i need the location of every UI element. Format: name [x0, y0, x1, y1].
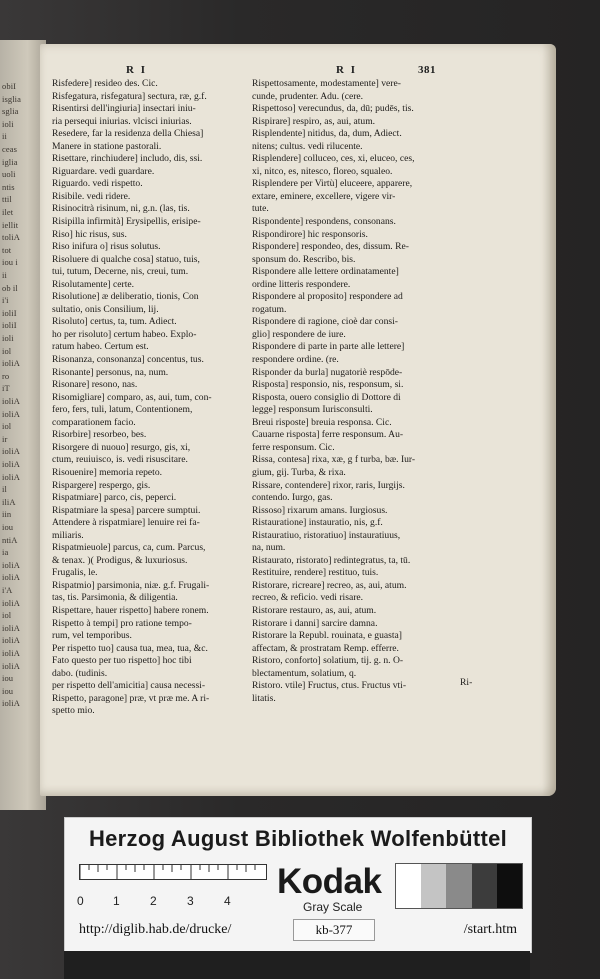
dictionary-line: Rispondirore] hic responsoris. [252, 228, 368, 240]
previous-page-fragment: toliA [2, 232, 20, 243]
dictionary-line: Ristorare i danni] sarcire damna. [252, 617, 378, 629]
previous-page-fragment: ioli [2, 333, 14, 343]
dictionary-line: Rissoso] rixarum amans. Iurgiosus. [252, 504, 388, 516]
gray-swatch [446, 864, 471, 908]
previous-page-fragment: ioliA [2, 396, 20, 406]
dictionary-line: Risettare, rinchiudere] includo, dis, ssi. [52, 153, 203, 165]
dictionary-line: respondere ordine. (re. [252, 354, 339, 366]
previous-page-fragment: ilet [2, 207, 14, 217]
dictionary-line: glio] respondere de iure. [252, 328, 346, 340]
gray-swatch [396, 864, 421, 908]
dictionary-line: Rispatmiare la spesa] parcere sumptui. [52, 504, 201, 516]
dictionary-line: Risomigliare] comparo, as, aui, tum, con- [52, 391, 212, 403]
previous-page-fragment: il [2, 484, 7, 495]
dictionary-line: extare, eminere, excellere, vigere vir- [252, 190, 396, 202]
dictionary-line: Riso inifura o] risus solutus. [52, 241, 161, 253]
library-scan-card [64, 817, 532, 953]
dictionary-line: tui, tutum, Decerne, nis, creui, tum. [52, 266, 189, 278]
previous-page-fragment: iol [2, 610, 12, 621]
dictionary-line: spetto mio. [52, 705, 95, 717]
ruler-number: 0 [77, 894, 84, 908]
previous-page-fragment: iT [2, 383, 10, 394]
measurement-ruler [77, 864, 279, 908]
dictionary-line: Rissa, contesa] rixa, xæ, g f turba, bæ. Iur- [252, 454, 416, 466]
dictionary-line: Rispatmio] parsimonia, niæ. g.f. Frugali- [52, 579, 210, 591]
dictionary-line: Risplendente] nitidus, da, dum, Adiect. [252, 128, 402, 140]
dictionary-line: Ristoro, conforto] solatium, tij. g. n. O- [252, 655, 404, 667]
gray-swatch [421, 864, 446, 908]
dictionary-line: cunde, prudenter. Adu. (cere. [252, 90, 364, 102]
dictionary-line: ctum, reuiuisco, is. vedi risuscitare. [52, 454, 188, 466]
dictionary-line: Rispargere] respergo, gis. [52, 479, 151, 491]
dictionary-line: Rissare, contendere] rixor, raris, Iurgijs. [252, 479, 405, 491]
dictionary-line: Rispetto, paragone] præ, vt præ me. A ri- [52, 692, 210, 704]
previous-page-fragment: ioliA [2, 408, 20, 419]
dictionary-line: Risibile. vedi ridere. [52, 190, 131, 202]
dictionary-line: Risoluere di qualche cosa] statuo, tuis, [52, 253, 200, 265]
ruler-number: 4 [224, 894, 231, 908]
dictionary-line: Risposta] responsio, nis, responsum, si. [252, 379, 404, 391]
dictionary-line: Ristorare, ricreare] recreo, as, aui, atum. [252, 579, 407, 591]
library-title: Herzog August Bibliothek Wolfenbüttel [88, 826, 508, 851]
dictionary-line: sponsum do. Rescribo, bis. [252, 253, 356, 265]
previous-page-fragment: iliA [2, 496, 16, 507]
previous-page-fragment: ioliA [2, 635, 20, 646]
dictionary-column-right [252, 78, 458, 705]
source-url: http://diglib.hab.de/drucke/ [79, 922, 232, 937]
dictionary-line: miliaris. [52, 529, 84, 541]
previous-page-fragment: i'i [2, 295, 9, 306]
previous-page-fragment: iou i [2, 257, 18, 268]
dictionary-line: ho per risoluto] certum habeo. Explo- [52, 328, 197, 340]
dictionary-line: Risipilla infirmità] Erysipellis, erisipe- [52, 216, 201, 228]
previous-page-fragment: iellit [2, 219, 19, 230]
dictionary-line: Rispondere alle lettere ordinatamente] [252, 266, 399, 278]
catchword: Ri- [460, 677, 473, 688]
dictionary-line: affectam, & prostratam Remp. efferre. [252, 642, 399, 654]
dictionary-line: fero, fers, tuli, latum, Contentionem, [52, 404, 193, 416]
dictionary-line: Rispondere di parte in parte alle lettere] [252, 341, 405, 353]
previous-page-fragment: iglia [2, 156, 18, 167]
dictionary-line: nitens; cultus. vedi rilucente. [252, 140, 363, 152]
dictionary-line: Risposta, ouero consiglio di Dottore di [252, 391, 401, 403]
dictionary-line: Risplendere per Virtù] eluceere, apparere, [252, 178, 413, 190]
ruler-number: 1 [113, 894, 120, 908]
dictionary-line: Fato questo per tuo rispetto] hoc tibi [52, 655, 192, 667]
dictionary-line: Risplendere] colluceo, ces, xi, eluceo, ces, [252, 153, 415, 165]
previous-page-fragment: ntiA [2, 534, 18, 545]
running-head-right: R I [336, 64, 357, 76]
previous-page-fragment: ioliA [2, 660, 20, 671]
previous-page-fragment: ioliA [2, 471, 20, 482]
previous-page-fragment: iin [2, 509, 12, 520]
dictionary-line: Rispondere al proposito] respondere ad [252, 291, 403, 303]
dictionary-line: Risoluto] certus, ta, tum. Adiect. [52, 316, 177, 328]
dictionary-line: Risonare] resono, nas. [52, 379, 138, 391]
dictionary-line: na, num. [252, 542, 286, 554]
gray-scale-label: Gray Scale [303, 900, 363, 914]
dictionary-line: Per rispetto tuo] causa tua, mea, tua, &c. [52, 642, 208, 654]
dictionary-line: Rispatmiare] parco, cis, peperci. [52, 492, 177, 504]
dictionary-column-left [52, 78, 255, 718]
dictionary-line: tute. [252, 203, 269, 215]
scanner-bottom [64, 951, 530, 979]
dictionary-line: Ristorare restauro, as, aui, atum. [252, 604, 377, 616]
dictionary-line: blectamentum, solatium, q. [252, 667, 357, 679]
dictionary-line: Attendere à rispatmiare] lenuire rei fa- [52, 517, 200, 529]
dictionary-line: Risfegatura, risfegatura] sectura, ræ, g.f. [52, 90, 207, 102]
dictionary-line: sultatio, onis Consilium, lij. [52, 303, 159, 315]
dictionary-line: contendo. Iurgo, gas. [252, 492, 333, 504]
dictionary-line: Resedere, far la residenza della Chiesa] [52, 128, 204, 140]
previous-page-fragment: sglia [2, 106, 19, 117]
dictionary-line: Risouenire] memoria repeto. [52, 466, 163, 478]
dictionary-line: ferre responsum. Cic. [252, 441, 335, 453]
dictionary-line: Rispondere di ragione, cioè dar consi- [252, 316, 398, 328]
gray-swatch [472, 864, 497, 908]
dictionary-line: Rispatmieuole] parcus, ca, cum. Parcus, [52, 542, 206, 554]
dictionary-line: tas, tis. Parsimonia, & diligentia. [52, 592, 178, 604]
previous-page-fragment: ioliA [2, 572, 20, 583]
previous-page-fragment: ioliA [2, 358, 20, 369]
dictionary-line: Breui risposte] breuia responsa. Cic. [252, 416, 392, 428]
dictionary-line: Risolutione] æ deliberatio, tionis, Con [52, 291, 199, 303]
previous-page-fragment: ceas [2, 144, 18, 154]
previous-page-fragment: ia [2, 547, 9, 558]
running-head-left: R I [126, 64, 147, 76]
dictionary-line: Risolutamente] certe. [52, 278, 135, 290]
dictionary-line: rogatum. [252, 303, 287, 315]
ruler-ticks [80, 865, 266, 879]
dictionary-line: Risentirsi dell'ingiuria] insectari iniu- [52, 103, 196, 115]
previous-page-fragment: ioliA [2, 622, 20, 633]
dictionary-line: Rispondere] respondeo, des, dissum. Re- [252, 241, 409, 253]
previous-page-fragment: iou [2, 522, 14, 532]
previous-page-fragment: ioliI [2, 320, 17, 331]
previous-page-fragment: ioliA [2, 559, 20, 570]
dictionary-line: Risorgere di nuouo] resurgo, gis, xi, [52, 441, 191, 453]
ruler-bar [79, 864, 267, 880]
dictionary-line: ria persequi iniurias. vlcisci iniurias. [52, 115, 192, 127]
dictionary-line: Risonante] personus, na, num. [52, 366, 169, 378]
kodak-logo: Kodak [277, 862, 382, 901]
dictionary-line: Manere in statione pastorali. [52, 140, 162, 152]
dictionary-line: legge] responsum Iurisconsulti. [252, 404, 373, 416]
previous-page-fragment: ntis [2, 181, 15, 192]
dictionary-line: Frugalis, le. [52, 567, 98, 579]
dictionary-line: per rispetto dell'amicitia] causa necessi- [52, 680, 206, 692]
previous-page-fragment: ii [2, 270, 7, 280]
ruler-number: 3 [187, 894, 194, 908]
previous-page-fragment: i'A [2, 585, 13, 595]
previous-page-fragment: ioliA [2, 698, 20, 709]
dictionary-line: Riguardo. vedi rispetto. [52, 178, 143, 190]
previous-page-fragment: iol [2, 345, 12, 356]
gray-scale-strip [395, 863, 523, 909]
previous-page-fragment: ro [2, 370, 10, 381]
dictionary-line: litatis. [252, 692, 276, 704]
book-page [40, 44, 556, 796]
previous-page-fragment: isglia [2, 93, 22, 104]
previous-page-fragment: ioliA [2, 459, 20, 469]
ruler-number: 2 [150, 894, 157, 908]
dictionary-line: Rispettosamente, modestamente] vere- [252, 78, 401, 89]
dictionary-line: Risonanza, consonanza] concentus, tus. [52, 354, 204, 366]
dictionary-line: Ristoro. vtile] Fructus, ctus. Fructus vti- [252, 680, 407, 692]
dictionary-line: ratum habeo. Certum est. [52, 341, 149, 353]
previous-page-fragment: ioli [2, 118, 14, 129]
previous-page-fragment: iol [2, 421, 12, 432]
dictionary-line: rum, vel temporibus. [52, 630, 132, 642]
dictionary-line: Cauarne risposta] ferre responsum. Au- [252, 429, 404, 441]
dictionary-line: & tenax. )( Prodigus, & luxuriosus. [52, 554, 188, 566]
previous-page-fragment: ttil [2, 194, 12, 205]
previous-page-fragment: tot [2, 244, 12, 255]
dictionary-line: Ristaurato, ristorato] redintegratus, ta, tū. [252, 554, 411, 566]
previous-page-fragment: ob il [2, 282, 18, 293]
dictionary-line: Riso] hic risus, sus. [52, 228, 127, 240]
dictionary-line: Ristorare la Republ. rouinata, e guasta] [252, 630, 402, 642]
dictionary-line: Rispettoso] verecundus, da, dū; pudēs, tis. [252, 103, 414, 115]
previous-page-fragment: iou [2, 685, 14, 696]
previous-page-fragment: iou [2, 673, 14, 684]
dictionary-line: comparationem facio. [52, 416, 136, 428]
previous-page-fragment: ioliI [2, 307, 17, 318]
previous-page-fragment: ir [2, 433, 8, 444]
dictionary-line: xi, nitco, es, nitesco, floreo, squaleo. [252, 165, 393, 177]
previous-page-fragment: ii [2, 131, 7, 142]
dictionary-line: Restituire, rendere] restituo, tuis. [252, 567, 379, 579]
dictionary-line: Rispondente] respondens, consonans. [252, 216, 396, 228]
dictionary-line: gium, gij. Turba, & rixa. [252, 466, 346, 478]
dictionary-line: Risfedere] resideo des. Cic. [52, 78, 158, 89]
dictionary-line: Ristauratiuo, ristoratiuo] instauratiuus, [252, 529, 401, 541]
start-link-text: /start.htm [463, 922, 517, 937]
dictionary-line: ordine litteris respondere. [252, 278, 351, 290]
dictionary-line: Risinocitrà risinum, ni, g.n. (las, tis. [52, 203, 190, 215]
dictionary-line: Ristauratione] instauratio, nis, g.f. [252, 517, 383, 529]
dictionary-line: Riguardare. vedi guardare. [52, 165, 155, 177]
previous-page-fragment: ioliA [2, 446, 20, 457]
dictionary-line: Rispettare, hauer rispetto] habere ronem. [52, 604, 209, 616]
dictionary-line: Risponder da burla] nugatoriè respōde- [252, 366, 403, 378]
previous-page-fragment: obiI [2, 81, 17, 91]
gray-swatch [497, 864, 522, 908]
dictionary-line: Risorbire] resorbeo, bes. [52, 429, 147, 441]
dictionary-line: recreo, & reficio. vedi risare. [252, 592, 364, 604]
previous-page-fragment: ioliA [2, 648, 20, 658]
dictionary-line: Rispetto à tempi] pro ratione tempo- [52, 617, 192, 629]
shelf-code: kb-377 [293, 919, 375, 941]
page-number: 381 [418, 64, 436, 76]
previous-page-fragment: uoli [2, 169, 16, 180]
previous-page-fragment: ioliA [2, 597, 20, 608]
dictionary-line: Rispirare] respiro, as, aui, atum. [252, 115, 376, 127]
dictionary-line: dabo. (tudinis. [52, 667, 108, 679]
